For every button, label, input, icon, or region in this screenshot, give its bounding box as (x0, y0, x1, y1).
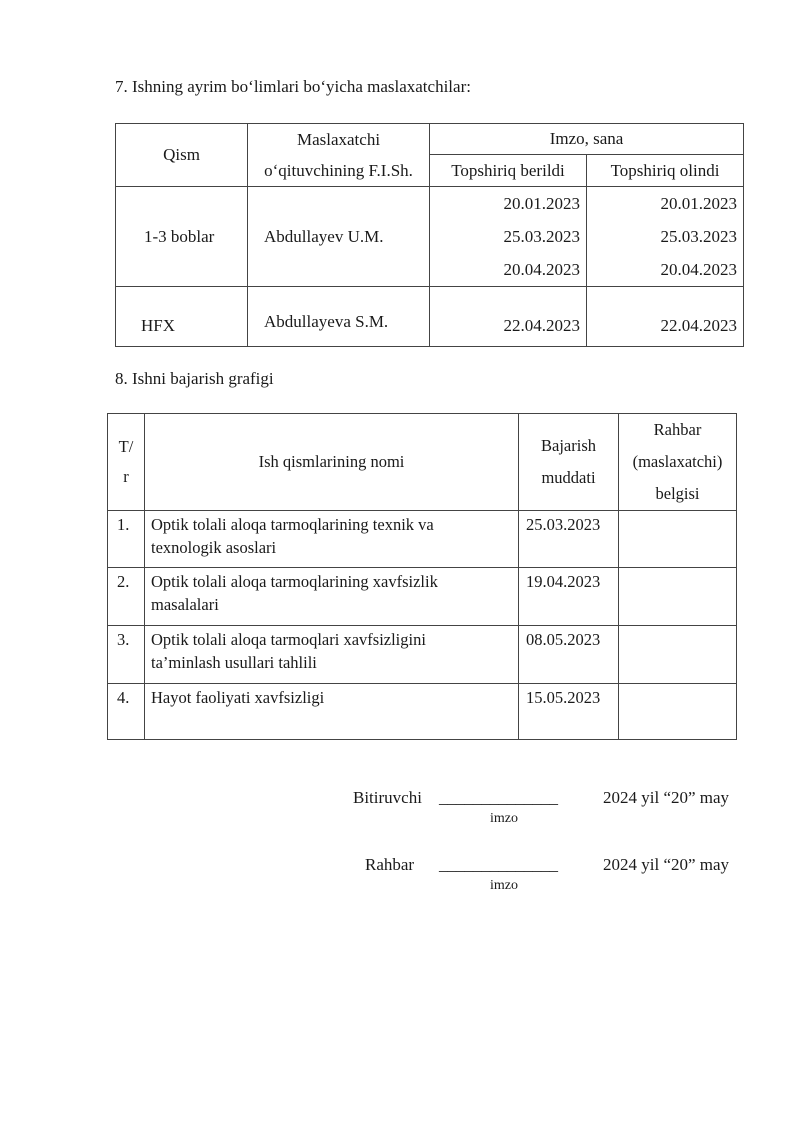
row-deadline: 15.05.2023 (519, 684, 619, 740)
supervisor-date: 2024 yil “20” may (603, 855, 730, 874)
row1-given-date-2: 25.03.2023 (503, 227, 580, 246)
table-row (108, 511, 737, 568)
row1-received-date-3: 20.04.2023 (660, 260, 738, 279)
row-work-name (145, 568, 519, 626)
row-supervisor-mark (619, 568, 737, 626)
table-row (108, 568, 737, 626)
header-name: Ish qismlarining nomi (145, 414, 519, 511)
header-deadline-line1: Bajarish (541, 436, 596, 455)
graduate-signature-caption: imzo (490, 811, 518, 826)
header-mark-line2: (maslaxatchi) (632, 452, 723, 471)
row1-part: 1-3 boblar (116, 187, 248, 287)
row-work-name-line1: Optik tolali aloqa tarmoqlarining texnik va (151, 515, 434, 534)
row2-consultant: Abdullayeva S.M. (248, 287, 430, 347)
row1-received-date-2: 25.03.2023 (660, 227, 738, 246)
row2-part: HFX (116, 287, 248, 347)
row1-received-date-1: 20.01.2023 (660, 194, 738, 213)
table-row (108, 684, 737, 740)
row2-given: 22.04.2023 (430, 287, 587, 347)
row-num: 3. (108, 626, 145, 684)
header-sign-date: Imzo, sana (430, 124, 744, 155)
row-deadline: 19.04.2023 (519, 568, 619, 626)
supervisor-role-label: Rahbar (365, 855, 415, 874)
row-work-name (145, 684, 519, 740)
header-given: Topshiriq berildi (430, 155, 587, 187)
header-deadline-line2: muddati (541, 468, 596, 487)
row-work-name (145, 626, 519, 684)
row1-received (587, 187, 744, 287)
row-work-name-line2: texnologik asoslari (151, 538, 277, 557)
row-deadline: 25.03.2023 (519, 511, 619, 568)
row1-consultant: Abdullayev U.M. (248, 187, 430, 287)
row-work-name-line1: Optik tolali aloqa tarmoqlarining xavfsizlik (151, 572, 438, 591)
schedule-table (107, 413, 737, 740)
section7-heading: 7. Ishning ayrim bo‘limlari bo‘yicha maslaxatchilar: (115, 77, 471, 96)
graduate-signature-line: ______________ (439, 788, 558, 807)
header-received: Topshiriq olindi (587, 155, 744, 187)
graduate-date: 2024 yil “20” may (603, 788, 730, 807)
header-mark-line1: Rahbar (653, 420, 702, 439)
row-num: 1. (108, 511, 145, 568)
row1-given (430, 187, 587, 287)
row-work-name-line1: Hayot faoliyati xavfsizligi (151, 688, 325, 707)
table-row (108, 626, 737, 684)
header-consultant-line2: o‘qituvchining F.I.Sh. (264, 161, 413, 180)
header-consultant (248, 124, 430, 187)
row2-received: 22.04.2023 (587, 287, 744, 347)
section8-heading: 8. Ishni bajarish grafigi (115, 369, 274, 388)
header-mark (619, 414, 737, 511)
row-work-name-line2: ta’minlash usullari tahlili (151, 653, 317, 672)
row-work-name-line1: Optik tolali aloqa tarmoqlari xavfsizligini (151, 630, 426, 649)
row-supervisor-mark (619, 511, 737, 568)
header-mark-line3: belgisi (655, 484, 700, 503)
row-work-name-line2: masalalari (151, 595, 219, 614)
consultants-table (115, 123, 744, 347)
row-supervisor-mark (619, 684, 737, 740)
row1-given-date-1: 20.01.2023 (503, 194, 580, 213)
row-deadline: 08.05.2023 (519, 626, 619, 684)
row-work-name (145, 511, 519, 568)
row-supervisor-mark (619, 626, 737, 684)
table-row (116, 187, 744, 287)
header-num (108, 414, 145, 511)
supervisor-signature-caption: imzo (490, 878, 518, 893)
row-num: 4. (108, 684, 145, 740)
table-row (116, 287, 744, 347)
header-consultant-line1: Maslaxatchi (296, 130, 381, 149)
header-num-line1: T/ (118, 437, 134, 456)
header-num-line2: r (123, 467, 129, 486)
supervisor-signature-line: ______________ (439, 855, 558, 874)
header-deadline (519, 414, 619, 511)
graduate-role-label: Bitiruvchi (353, 788, 422, 807)
row1-given-date-3: 20.04.2023 (503, 260, 580, 279)
row-num: 2. (108, 568, 145, 626)
header-part: Qism (116, 124, 248, 187)
